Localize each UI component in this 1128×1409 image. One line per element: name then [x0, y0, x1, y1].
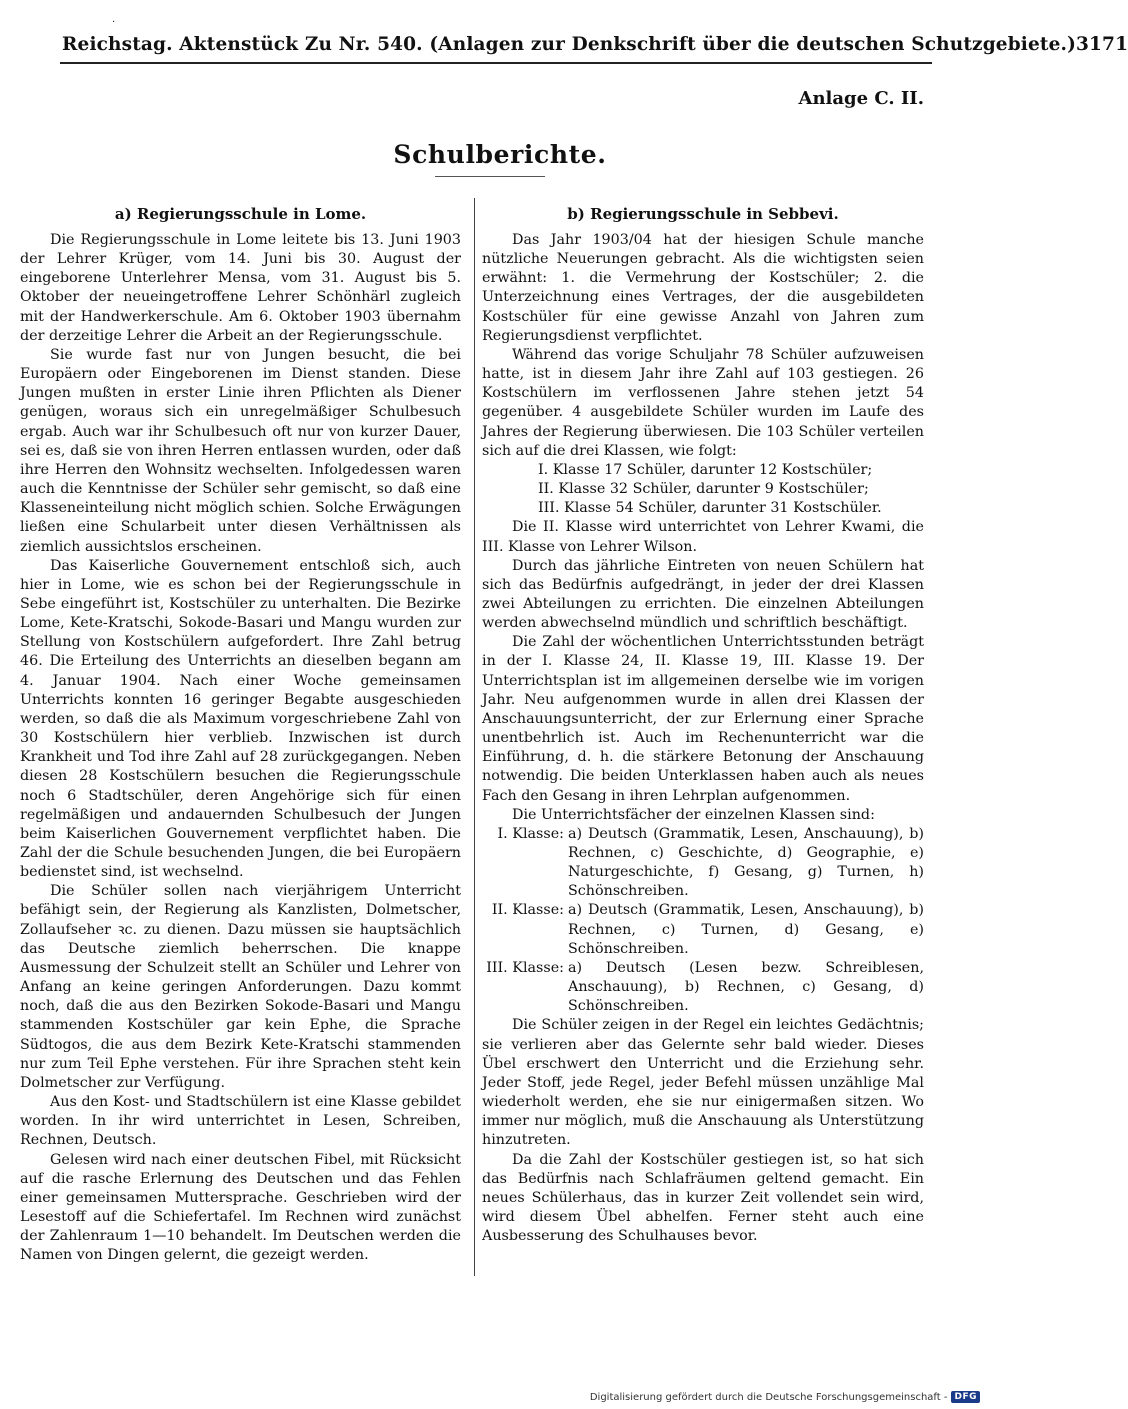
page-number: 3171 [1076, 34, 1128, 55]
subject-list [482, 825, 924, 1017]
subject-class-label: I. Klasse: [497, 825, 564, 842]
left-paragraph: Die Regierungsschule in Lome leitete bis 13. Juni 1903 der Lehrer Krüger, vom 14. Juni bis 30. August der eingeborene Unterlehrer Mensa, vom 31. August bis 5. Oktober der neueingetroffene Lehrer Schönhärl zugleich mit der Handwerkerschule. Am 6. Oktober 1903 übernahm der derzeitige Lehrer die Arbeit an der Regierungsschule. [20, 232, 461, 344]
left-column-heading: a) Regierungsschule in Lome. [114, 205, 367, 223]
subject-class-label: II. Klasse: [491, 902, 564, 919]
annex-label: Anlage C. II. [798, 88, 924, 109]
left-paragraph: Das Kaiserliche Gouvernement entschloß sich, auch hier in Lome, wie es schon bei der Regierungsschule in Sebe eingeführt ist, Kostschüler zu unterhalten. Die Bezirke Lome, Kete-Kratschi, Sokode-Basari und Mangu wurden zur Stellung von Kostschülern aufgefordert. Ihre Zahl betrug 46. Die Erteilung des Unterrichts an dieselben begann am 4. Januar 1904. Nach einer Woche gemeinsamen Unterrichts konnten 16 geringer Begabte ausgeschieden werden, so daß die als Maximum vorgeschriebene Zahl von 30 Kostschülern hier verblieb. Inzwischen ist durch Krankheit und Tod ihre Zahl auf 28 zurückgegangen. Neben diesen 28 Kostschülern besuchen die Regierungsschule noch 6 Stadtschüler, deren Angehörige sich für einen regelmäßigen und andauernden Schulbesuch der Jungen beim Kaiserlichen Gouvernement verpflichtet haben. Die Zahl der die Schule besuchenden Jungen, die bei Europäern bedienstet sind, ist wechselnd. [20, 557, 461, 881]
right-paragraph: Die Zahl der wöchentlichen Unterrichtsstunden beträgt in der I. Klasse 24, II. Klasse 19, III. Klasse 19. Der Unterrichtsplan ist im allgemeinen derselbe wie im vorigen Jahr. Neu aufgenommen wurde in allen drei Klassen der Anschauungsunterricht, der zur Erlernung einer Sprache unentbehrlich ist. Auch im Rechenunterricht war die Einführung, d. h. die stärkere Betonung der Anschauung notwendig. Die beiden Unterklassen haben auch als neues Fach den Gesang in ihren Lehrplan aufgenommen. [482, 634, 924, 804]
class-count-list [482, 461, 924, 518]
right-paragraph: Während das vorige Schuljahr 78 Schüler aufzuweisen hatte, ist in diesem Jahr ihre Zahl auf 103 gestiegen. 26 Kostschülern im verflossenen Jahre stehen jetzt 54 gegenüber. 4 ausgebildete Schüler wurden im Laufe des Jahres der Regierung überwiesen. Die 103 Schüler verteilen sich auf die drei Klassen, wie folgt: [482, 346, 924, 459]
footer-credit: Digitalisierung gefördert durch die Deutsche Forschungsgemeinschaft - [589, 1391, 948, 1403]
left-paragraph: Die Schüler sollen nach vierjährigem Unterricht befähigt sein, der Regierung als Kanzlisten, Dolmetscher, Zollaufseher ꝛc. zu dienen. Dazu müssen sie hauptsächlich das Deutsche ziemlich beherrschen. Die knappe Ausmessung der Schulzeit stellt an Schüler und Lehrer von Anfang an keine geringen Anforderungen. Dazu kommt noch, daß die aus den Bezirken Sokode-Basari und Mangu stammenden Kostschüler gar kein Ephe, die Sprache Südtogos, die aus dem Bezirk Kete-Kratschi stammenden nur zum Teil Ephe verstehen. Für ihre Sprachen steht kein Dolmetscher zur Verfügung. [20, 883, 461, 1091]
right-paragraph: Die Schüler zeigen in der Regel ein leichtes Gedächtnis; sie verlieren aber das Gelernte sehr bald wieder. Dieses Übel erschwert den Unterricht und die Erziehung sehr. Jeder Stoff, jede Regel, jeder Befehl müssen unzählige Mal wiederholt werden, ehe sie nur einigermaßen sitzen. Wo immer nur möglich, muß die Anschauung als Unterstützung hinzutreten. [482, 1017, 924, 1149]
column-divider [474, 198, 475, 1276]
subject-text: a) Deutsch (Lesen bezw. Schreiblesen, Anschauung), b) Rechnen, c) Gesang, d) Schönschreiben. [568, 959, 924, 1015]
subject-text: a) Deutsch (Grammatik, Lesen, Anschauung), b) Rechnen, c) Geschichte, d) Geographie, e) Naturgeschichte, f) Gesang, g) Turnen, h) Schönschreiben. [568, 825, 924, 900]
class-count-item: II. Klasse 32 Schüler, darunter 9 Kostschüler; [538, 481, 869, 498]
left-column [20, 204, 461, 1265]
subject-text: a) Deutsch (Grammatik, Lesen, Anschauung), b) Rechnen, c) Turnen, d) Gesang, e) Schönschreiben. [568, 902, 924, 957]
right-column [482, 204, 924, 1246]
right-column-heading: b) Regierungsschule in Sebbevi. [567, 205, 839, 223]
right-paragraph: Das Jahr 1903/04 hat der hiesigen Schule manche nützliche Neuerungen gebracht. Als die wichtigsten seien erwähnt: 1. die Vermehrung der Kostschüler; 2. die Unterzeichnung eines Vertrages, der die ausgebildeten Kostschüler für eine gewisse Anzahl von Jahren zum Regierungsdienst verpflichtet. [482, 232, 924, 344]
digitization-footer [590, 1391, 980, 1403]
left-paragraph: Gelesen wird nach einer deutschen Fibel, mit Rücksicht auf die rasche Erlernung des Deutschen und das Fehlen einer gemeinsamen Muttersprache. Geschrieben wird der Lesestoff auf die Schiefertafel. Im Rechnen wird zunächst der Zahlenraum 1—10 behandelt. Im Deutschen werden die Namen von Dingen gelernt, die gezeigt werden. [20, 1151, 461, 1264]
left-paragraph: Aus den Kost- und Stadtschülern ist eine Klasse gebildet worden. In ihr wird unterrichtet in Lesen, Schreiben, Rechnen, Deutsch. [20, 1094, 461, 1149]
page-title: Schulberichte. [393, 140, 607, 169]
header-mark: . [112, 14, 116, 25]
running-header-title: Reichstag. Aktenstück Zu Nr. 540. (Anlagen zur Denkschrift über die deutschen Schutzgebiete.) [62, 34, 1076, 55]
right-paragraph: Da die Zahl der Kostschüler gestiegen ist, so hat sich das Bedürfnis nach Schlafräumen geltend gemacht. Ein neues Schülerhaus, das in kurzer Zeit vollendet sein wird, wird diesem Übel abhelfen. Ferner steht auch eine Ausbesserung des Schulhauses bevor. [482, 1151, 924, 1245]
running-header [62, 34, 1128, 55]
class-count-item: III. Klasse 54 Schüler, darunter 31 Kostschüler. [538, 500, 882, 517]
right-paragraph: Die II. Klasse wird unterrichtet von Lehrer Kwami, die III. Klasse von Lehrer Wilson. [482, 519, 924, 555]
subject-row [482, 825, 924, 902]
subject-row [482, 901, 924, 958]
class-count-item: I. Klasse 17 Schüler, darunter 12 Kostschüler; [538, 461, 873, 478]
right-paragraph: Die Unterrichtsfächer der einzelnen Klassen sind: [512, 806, 875, 823]
dfg-logo-icon: DFG [951, 1391, 980, 1403]
right-paragraph: Durch das jährliche Eintreten von neuen Schülern hat sich das Bedürfnis aufgedrängt, in jeder der drei Klassen zwei Abteilungen zu errichten. Die einzelnen Abteilungen werden abwechselnd mündlich und schriftlich beschäftigt. [482, 557, 924, 632]
subject-row [482, 959, 924, 1016]
subject-class-label: III. Klasse: [486, 959, 564, 976]
title-rule [435, 176, 545, 177]
left-paragraph: Sie wurde fast nur von Jungen besucht, die bei Europäern oder Eingeborenen im Dienst standen. Diese Jungen mußten in erster Linie ihren Pflichten als Diener genügen, woraus sich ein unregelmäßiger Schulbesuch ergab. Auch war ihr Schulbesuch oft nur von kurzer Dauer, sei es, daß sie von ihren Herren entlassen wurden, oder daß ihre Herren den Wohnsitz wechselten. Infolgedessen waren auch die Kenntnisse der Schüler sehr gemischt, so daß eine Klasseneinteilung nicht möglich schien. Solche Erwägungen ließen eine Schularbeit unter diesen Verhältnissen als ziemlich aussichtslos erscheinen. [20, 346, 461, 555]
header-rule [60, 62, 932, 64]
